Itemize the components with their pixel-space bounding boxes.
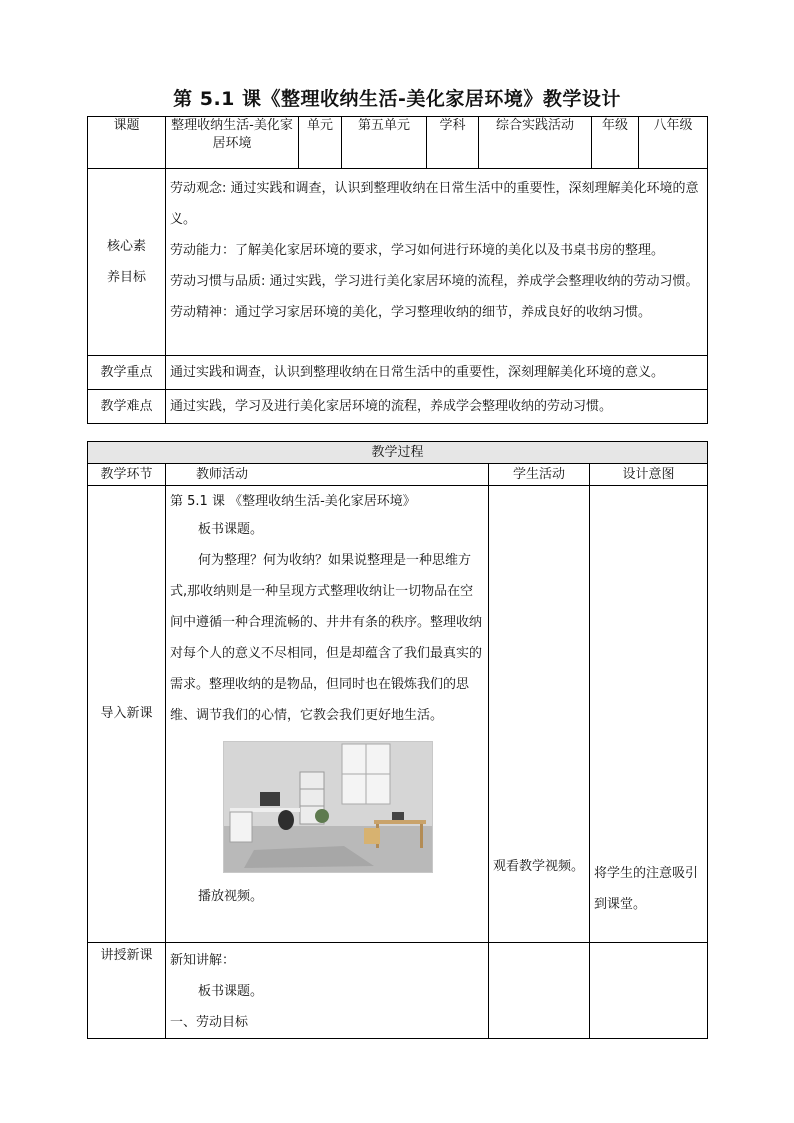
course-label: 课题 bbox=[88, 117, 166, 169]
room-photo-illustration bbox=[224, 742, 432, 872]
room-photo bbox=[223, 741, 433, 873]
intro-line: 播放视频。 bbox=[198, 889, 264, 904]
column-teacher: 教师活动 bbox=[166, 464, 489, 486]
subject-value: 综合实践活动 bbox=[479, 117, 592, 169]
intro-line: 第 5.1 课 《整理收纳生活-美化家居环境》 bbox=[170, 494, 416, 509]
subject-label: 学科 bbox=[427, 117, 479, 169]
lecture-teacher bbox=[166, 943, 489, 1039]
core-goal-item: 劳动观念: 通过实践和调查，认识到整理收纳在日常生活中的重要性，深刻理解美化环境的意义。 bbox=[170, 181, 699, 227]
column-intent: 设计意图 bbox=[590, 464, 708, 486]
info-table bbox=[87, 116, 708, 424]
info-row-key bbox=[88, 356, 708, 390]
lecture-student bbox=[489, 943, 590, 1039]
info-row-core bbox=[88, 169, 708, 356]
lecture-stage: 讲授新课 bbox=[88, 943, 166, 1039]
intro-line: 板书课题。 bbox=[198, 522, 264, 537]
intro-row bbox=[88, 486, 708, 943]
column-stage: 教学环节 bbox=[88, 464, 166, 486]
column-student: 学生活动 bbox=[489, 464, 590, 486]
intro-student: 观看教学视频。 bbox=[489, 486, 590, 943]
process-table bbox=[87, 441, 708, 1039]
lecture-line: 新知讲解： bbox=[170, 953, 236, 968]
unit-label: 单元 bbox=[299, 117, 342, 169]
difficulty-value: 通过实践，学习及进行美化家居环境的流程，养成学会整理收纳的劳动习惯。 bbox=[166, 390, 708, 424]
core-goal-item: 劳动精神：通过学习家居环境的美化，学习整理收纳的细节，养成良好的收纳习惯。 bbox=[170, 305, 652, 320]
core-goals bbox=[166, 169, 708, 356]
grade-value: 八年级 bbox=[639, 117, 708, 169]
difficulty-label: 教学难点 bbox=[88, 390, 166, 424]
info-row-difficulty bbox=[88, 390, 708, 424]
core-goal-item: 劳动习惯与品质: 通过实践，学习进行美化家居环境的流程，养成学会整理收纳的劳动习惯。 bbox=[170, 274, 699, 289]
course-value: 整理收纳生活-美化家居环境 bbox=[166, 117, 299, 169]
lecture-intent bbox=[590, 943, 708, 1039]
grade-label: 年级 bbox=[592, 117, 639, 169]
core-label: 核心素养目标 bbox=[88, 169, 166, 356]
process-columns-row bbox=[88, 464, 708, 486]
unit-value: 第五单元 bbox=[342, 117, 427, 169]
process-header-row bbox=[88, 442, 708, 464]
lecture-row bbox=[88, 943, 708, 1039]
intro-line: 何为整理？何为收纳？如果说整理是一种思维方式,那收纳则是一种呈现方式整理收纳让一切物品在空间中遵循一种合理流畅的、井井有条的秩序。整理收纳对每个人的意义不尽相同，但是却蕴含了我们最真实的需求。整理收纳的是物品，但同时也在锻炼我们的思维、调节我们的心情，它教会我们更好地生活。 bbox=[170, 553, 483, 723]
info-row-course bbox=[88, 117, 708, 169]
intro-intent: 将学生的注意吸引到课堂。 bbox=[590, 486, 708, 943]
lecture-line: 板书课题。 bbox=[198, 984, 264, 999]
intro-teacher bbox=[166, 486, 489, 943]
lecture-line: 一、劳动目标 bbox=[170, 1015, 249, 1030]
process-header: 教学过程 bbox=[88, 442, 708, 464]
key-value: 通过实践和调查，认识到整理收纳在日常生活中的重要性，深刻理解美化环境的意义。 bbox=[166, 356, 708, 390]
key-label: 教学重点 bbox=[88, 356, 166, 390]
page-title: 第 5.1 课《整理收纳生活-美化家居环境》教学设计 bbox=[173, 88, 621, 110]
intro-stage: 导入新课 bbox=[88, 486, 166, 943]
core-goal-item: 劳动能力：了解美化家居环境的要求，学习如何进行环境的美化以及书桌书房的整理。 bbox=[170, 243, 665, 258]
